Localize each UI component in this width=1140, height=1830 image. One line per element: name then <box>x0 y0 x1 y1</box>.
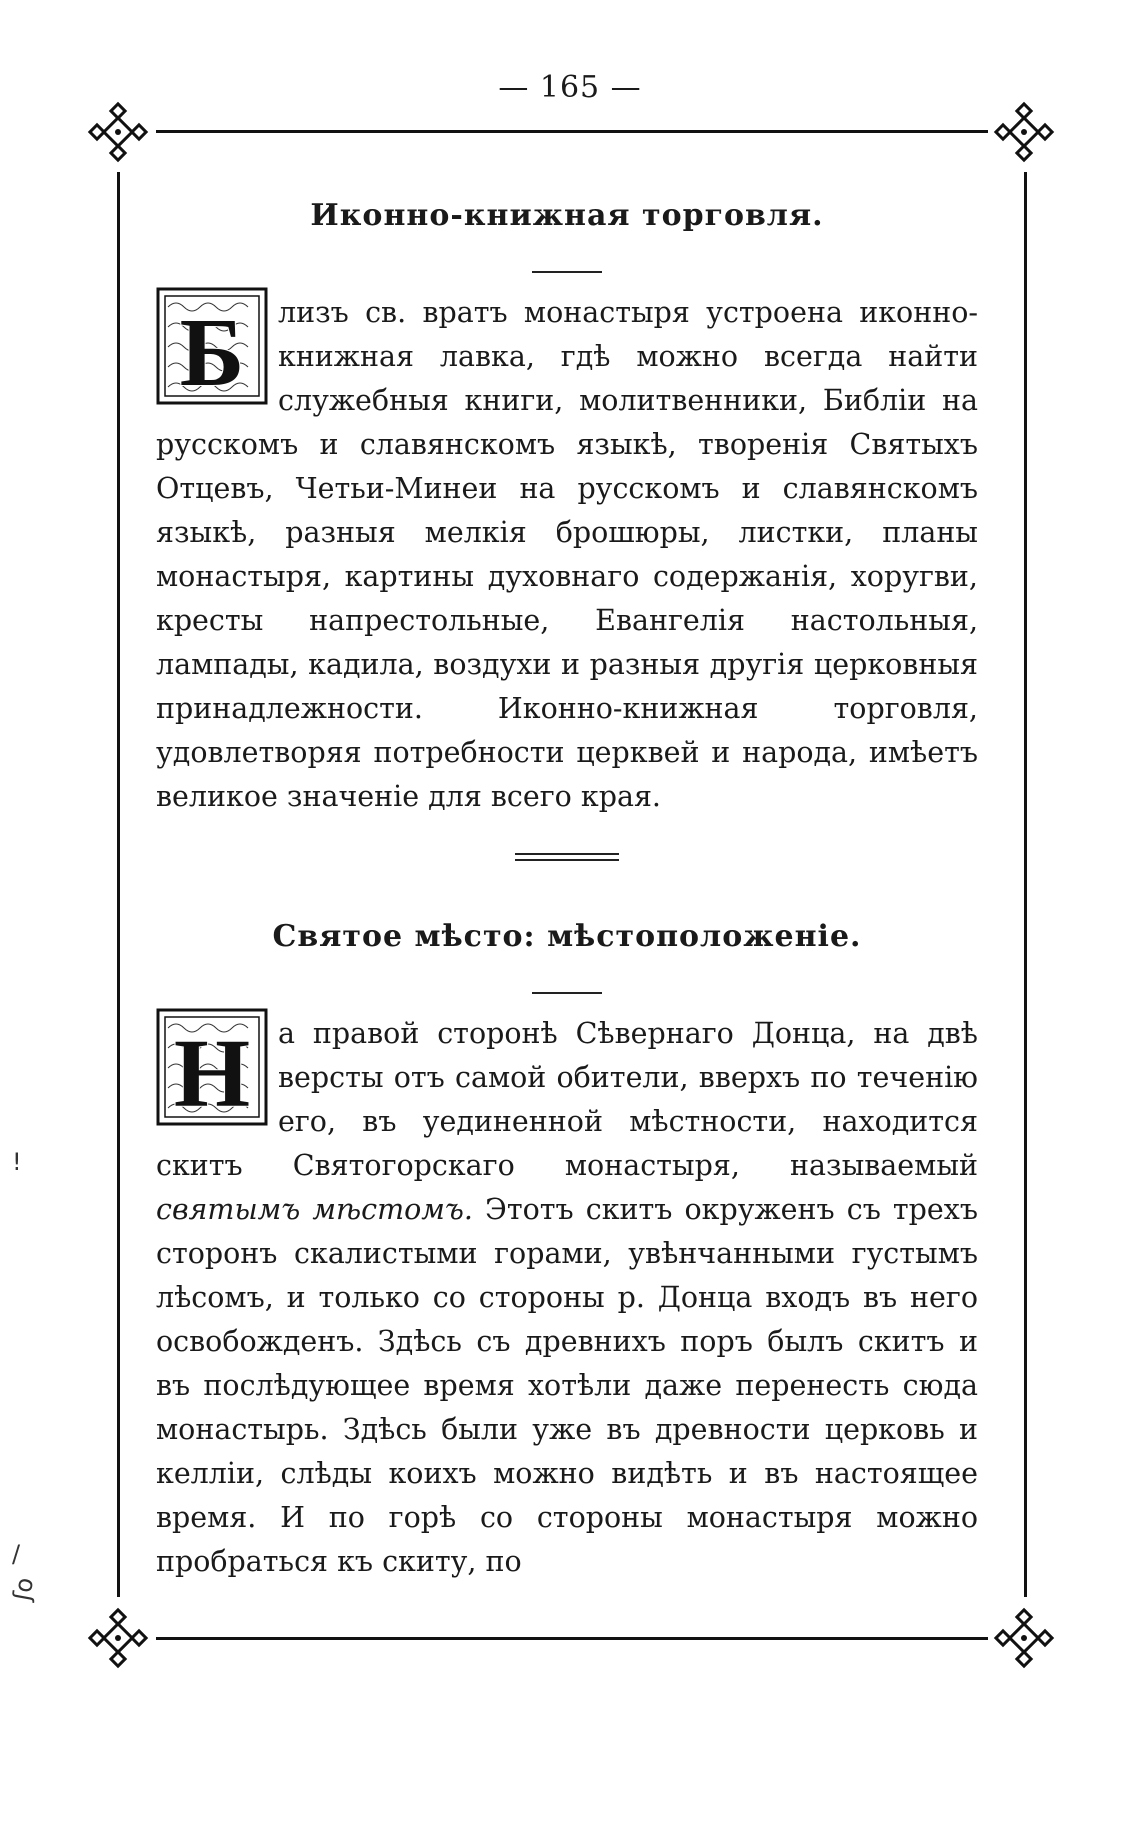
margin-mark: ! <box>12 1148 22 1176</box>
corner-ornament-icon <box>86 1606 150 1670</box>
heading-rule <box>532 992 602 994</box>
margin-mark: ʃo <box>7 1575 40 1603</box>
corner-ornament-icon <box>992 100 1056 164</box>
page-content <box>156 198 978 1584</box>
frame-line-right <box>1024 172 1027 1597</box>
corner-ornament-icon <box>86 100 150 164</box>
section-heading: Святое мѣсто: мѣстоположеніе. <box>272 919 862 954</box>
drop-cap-letter: Н <box>173 1020 251 1126</box>
section-paragraph <box>156 1008 978 1584</box>
italic-term: святымъ мѣстомъ. <box>156 1193 473 1226</box>
page-number: — 165 — <box>498 70 642 105</box>
drop-cap-ornate <box>156 287 268 405</box>
margin-mark: / <box>12 1540 21 1568</box>
drop-cap-letter: Б <box>179 299 245 405</box>
paragraph-text: Этотъ скитъ окруженъ съ трехъ сторонъ скалистыми горами, увѣнчанными густымъ лѣсомъ, и только со стороны р. Донца входъ въ него освобожденъ. Здѣсь съ древнихъ поръ былъ скитъ и въ послѣдующее время хотѣли даже перенесть сюда монастырь. Здѣсь были уже въ древности церковь и келліи, слѣды коихъ можно видѣть и въ настоящее время. И по горѣ со стороны монастыря можно пробраться къ скиту, по <box>156 1193 978 1578</box>
paragraph-text: а правой сторонѣ Сѣвернаго Донца, на двѣ версты отъ самой обители, вверхъ по теченію его, въ уединенной мѣстности, находится скитъ Святогорскаго монастыря, называемый <box>156 1017 978 1182</box>
section-heading: Иконно-книжная торговля. <box>310 198 824 233</box>
heading-rule <box>532 271 602 273</box>
section-separator <box>515 853 619 861</box>
frame-line-left <box>117 172 120 1597</box>
drop-cap-ornate <box>156 1008 268 1126</box>
section-paragraph <box>156 287 978 819</box>
paragraph-text: лизъ св. вратъ монастыря устроена иконно-книжная лавка, гдѣ можно всегда найти служебныя книги, молитвенники, Библіи на русскомъ и славянскомъ языкѣ, творенія Святыхъ Отцевъ, Четьи-Минеи на русскомъ и славянскомъ языкѣ, разныя мелкія брошюры, листки, планы монастыря, картины духовнаго содержанія, хоругви, кресты напрестольные, Евангелія настольныя, лампады, кадила, воздухи и разныя другія церковныя принадлежности. Иконно-книжная торговля, удовлетворяя потребности церквей и народа, имѣетъ великое значеніе для всего края. <box>156 296 978 813</box>
corner-ornament-icon <box>992 1606 1056 1670</box>
frame-line-top <box>156 130 988 133</box>
frame-line-bottom <box>156 1637 988 1640</box>
